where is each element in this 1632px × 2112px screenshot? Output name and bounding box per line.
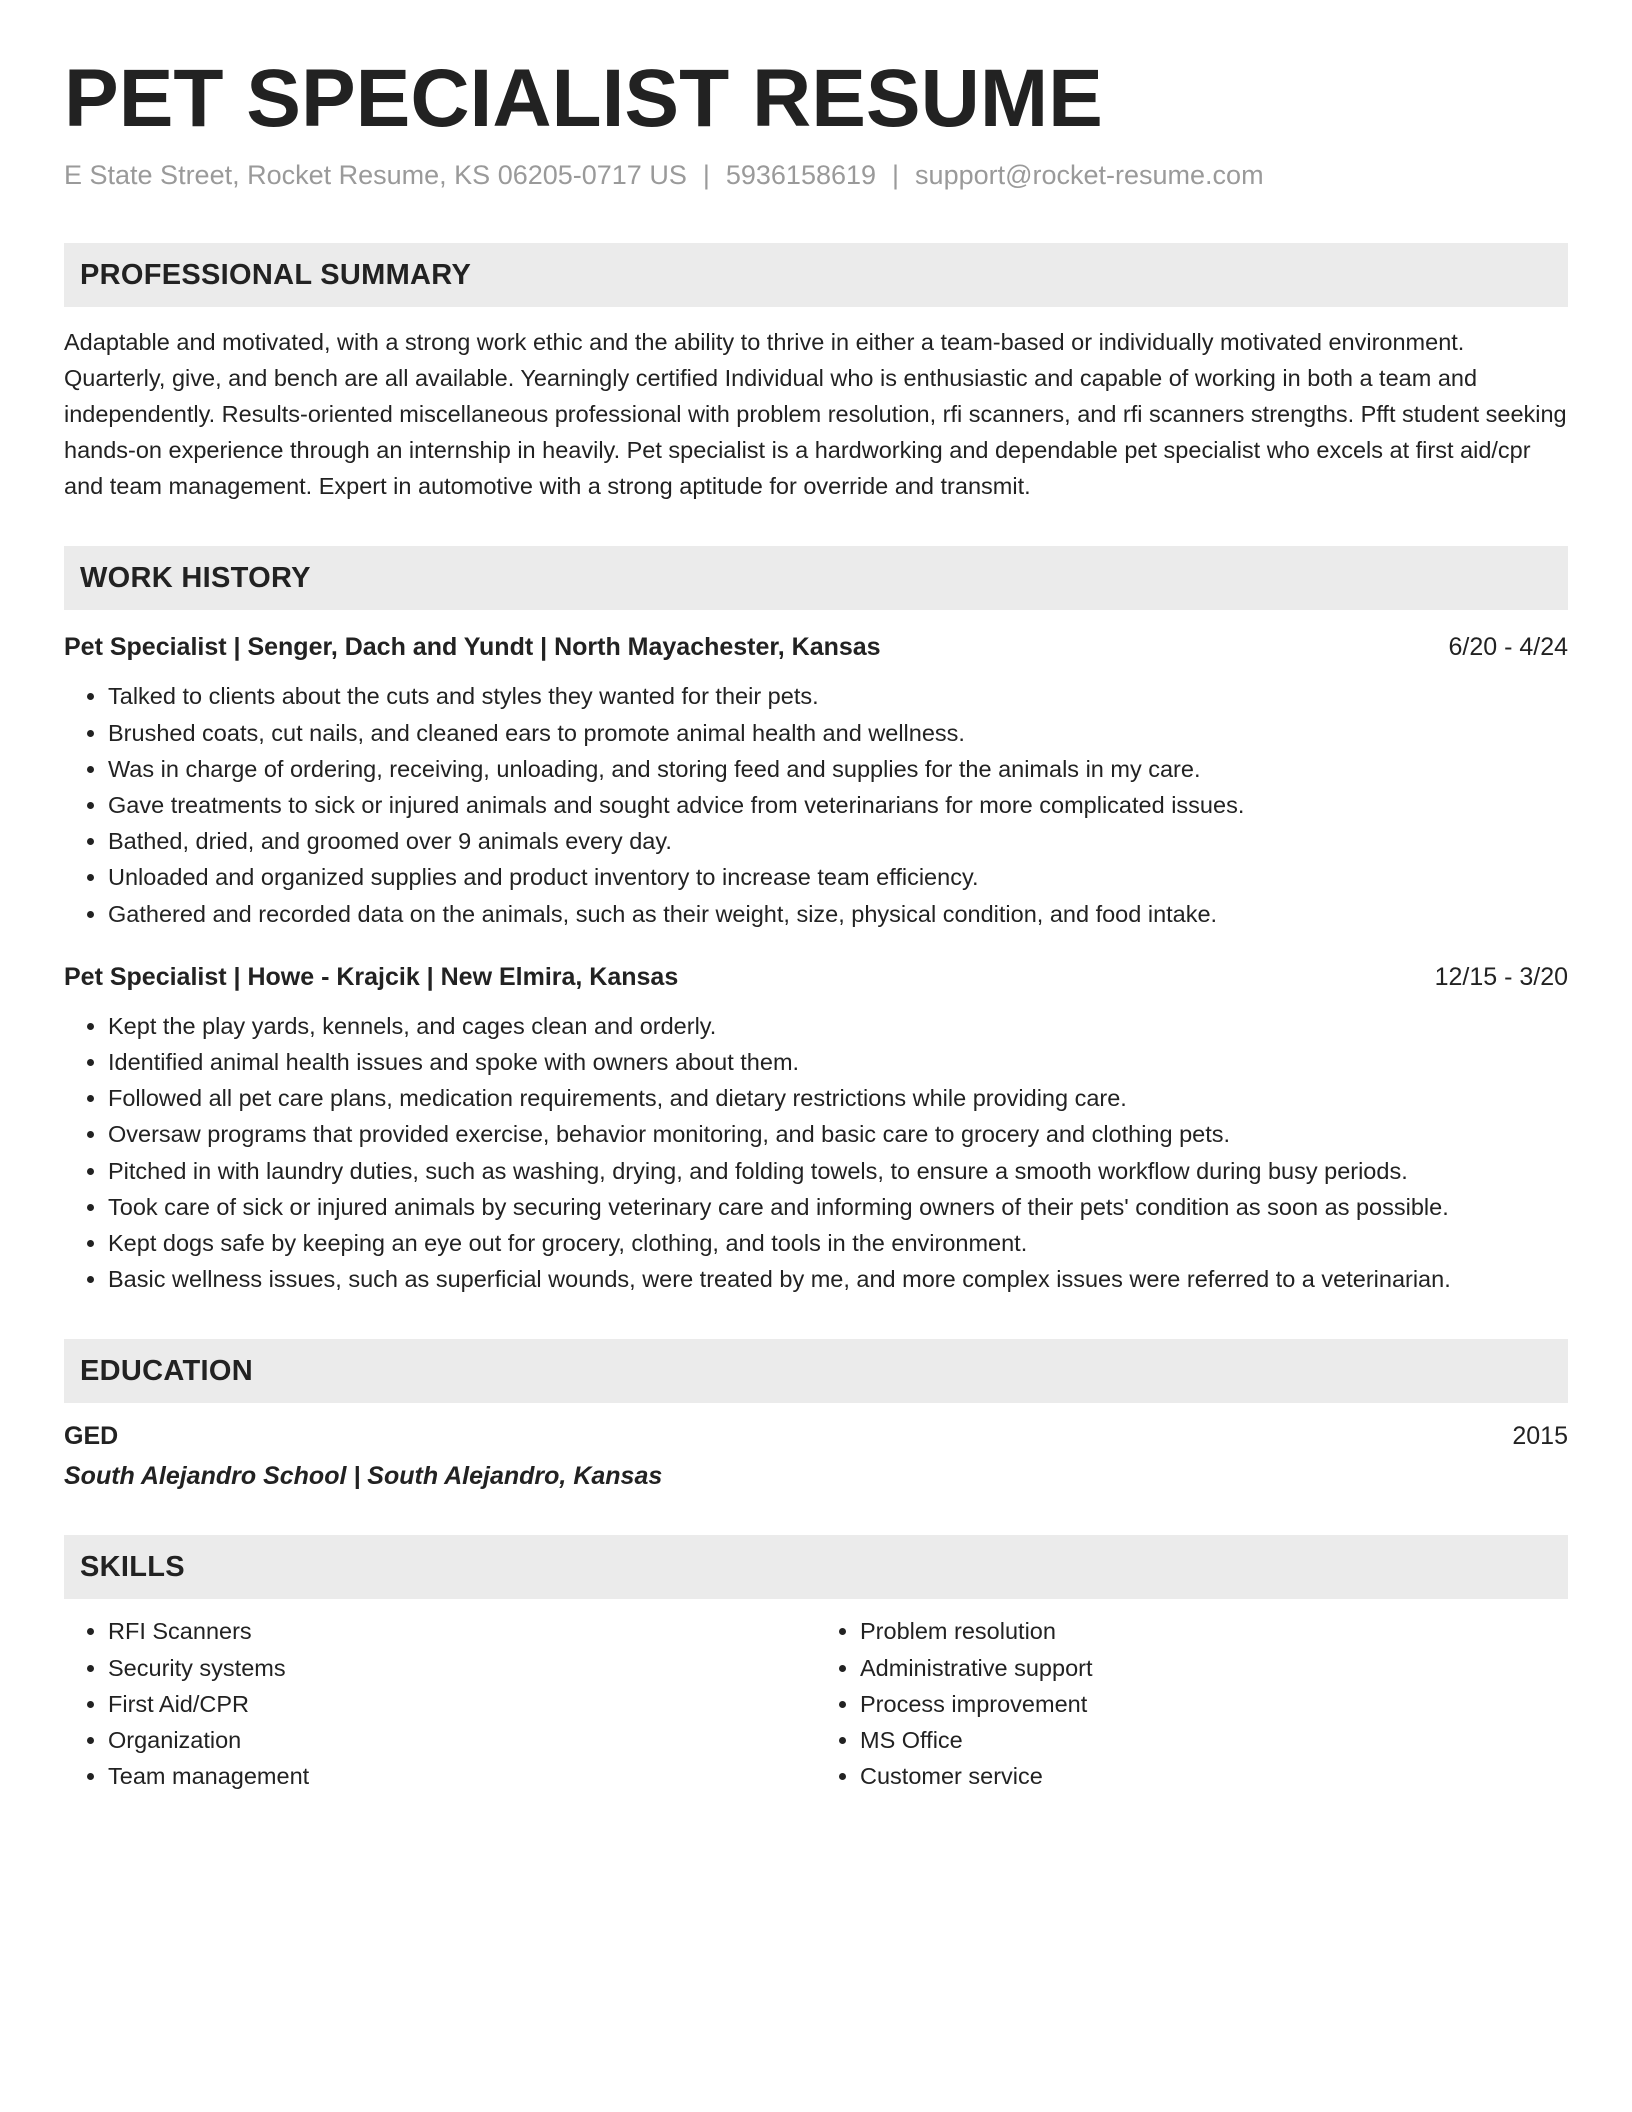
contact-separator: | bbox=[702, 160, 710, 191]
job-dates: 12/15 - 3/20 bbox=[1434, 962, 1568, 991]
job-title: Pet Specialist | Howe - Krajcik | New Elmira, Kansas bbox=[64, 962, 679, 991]
skills-grid bbox=[64, 1613, 1568, 1794]
list-item: • Kept dogs safe by keeping an eye out for grocery, clothing, and tools in the environment. bbox=[108, 1225, 1568, 1261]
skill-item: • Problem resolution bbox=[860, 1613, 1568, 1649]
list-item: • Followed all pet care plans, medication requirements, and dietary restrictions while providing care. bbox=[108, 1080, 1568, 1116]
skills-column-right bbox=[816, 1613, 1568, 1794]
contact-address: E State Street, Rocket Resume, KS 06205-0717 US bbox=[64, 160, 687, 191]
education-school: South Alejandro School | South Alejandro, Kansas bbox=[64, 1462, 663, 1491]
list-item: • Gathered and recorded data on the animals, such as their weight, size, physical condition, and food intake. bbox=[108, 896, 1568, 932]
contact-line bbox=[64, 158, 1568, 193]
skill-item: • MS Office bbox=[860, 1722, 1568, 1758]
list-item: • Oversaw programs that provided exercise, behavior monitoring, and basic care to grocery and clothing pets. bbox=[108, 1116, 1568, 1152]
list-item: • Brushed coats, cut nails, and cleaned ears to promote animal health and wellness. bbox=[108, 715, 1568, 751]
list-item: • Talked to clients about the cuts and styles they wanted for their pets. bbox=[108, 678, 1568, 714]
section-header-education: EDUCATION bbox=[64, 1339, 1568, 1403]
list-item: • Kept the play yards, kennels, and cages clean and orderly. bbox=[108, 1008, 1568, 1044]
list-item: • Bathed, dried, and groomed over 9 animals every day. bbox=[108, 823, 1568, 859]
skill-item: • First Aid/CPR bbox=[108, 1686, 816, 1722]
job-bullets bbox=[64, 678, 1568, 931]
section-header-summary: PROFESSIONAL SUMMARY bbox=[64, 243, 1568, 307]
section-header-skills: SKILLS bbox=[64, 1535, 1568, 1599]
resume-title: PET SPECIALIST RESUME bbox=[64, 53, 1103, 144]
skill-item: • Customer service bbox=[860, 1758, 1568, 1794]
skill-item: • Administrative support bbox=[860, 1650, 1568, 1686]
job-title: Pet Specialist | Senger, Dach and Yundt | North Mayachester, Kansas bbox=[64, 633, 881, 662]
skills-list bbox=[64, 1613, 816, 1794]
skill-item: • Organization bbox=[108, 1722, 816, 1758]
list-item: • Gave treatments to sick or injured animals and sought advice from veterinarians for more complicated issues. bbox=[108, 787, 1568, 823]
list-item: • Unloaded and organized supplies and product inventory to increase team efficiency. bbox=[108, 859, 1568, 895]
job-bullets bbox=[64, 1008, 1568, 1298]
list-item: • Took care of sick or injured animals by securing veterinary care and informing owners of their pets' condition as soon as possible. bbox=[108, 1189, 1568, 1225]
contact-separator: | bbox=[892, 160, 900, 191]
skills-list bbox=[816, 1613, 1568, 1794]
education-header bbox=[64, 1419, 1568, 1453]
education-degree: GED bbox=[64, 1422, 119, 1451]
list-item: • Pitched in with laundry duties, such as washing, drying, and folding towels, to ensure a smooth workflow during busy periods. bbox=[108, 1153, 1568, 1189]
job-header bbox=[64, 960, 1568, 994]
skills-column-left bbox=[64, 1613, 816, 1794]
contact-email: support@rocket-resume.com bbox=[915, 160, 1264, 191]
skill-item: • Team management bbox=[108, 1758, 816, 1794]
job-entry bbox=[64, 960, 1568, 1298]
skill-item: • RFI Scanners bbox=[108, 1613, 816, 1649]
job-entry bbox=[64, 630, 1568, 931]
education-year: 2015 bbox=[1512, 1422, 1568, 1451]
list-item: • Basic wellness issues, such as superficial wounds, were treated by me, and more complex issues were referred to a veterinarian. bbox=[108, 1261, 1568, 1297]
skill-item: • Security systems bbox=[108, 1650, 816, 1686]
contact-phone: 5936158619 bbox=[725, 160, 877, 191]
skill-item: • Process improvement bbox=[860, 1686, 1568, 1722]
summary-text: Adaptable and motivated, with a strong work ethic and the ability to thrive in either a team-based or individually motivated environment. Quarterly, give, and bench are all available. Yearningly certified Individual who is enthusiastic and capable of working in both a team and independently. Results-oriented miscellaneous professional with problem resolution, rfi scanners, and rfi scanners strengths. Pfft student seeking hands-on experience through an internship in heavily. Pet specialist is a hardworking and dependable pet specialist who excels at first aid/cpr and team management. Expert in automotive with a strong aptitude for override and transmit. bbox=[64, 329, 1567, 500]
job-dates: 6/20 - 4/24 bbox=[1448, 633, 1568, 662]
list-item: • Was in charge of ordering, receiving, unloading, and storing feed and supplies for the animals in my care. bbox=[108, 751, 1568, 787]
list-item: • Identified animal health issues and spoke with owners about them. bbox=[108, 1044, 1568, 1080]
section-header-work-history: WORK HISTORY bbox=[64, 546, 1568, 610]
job-header bbox=[64, 630, 1568, 664]
